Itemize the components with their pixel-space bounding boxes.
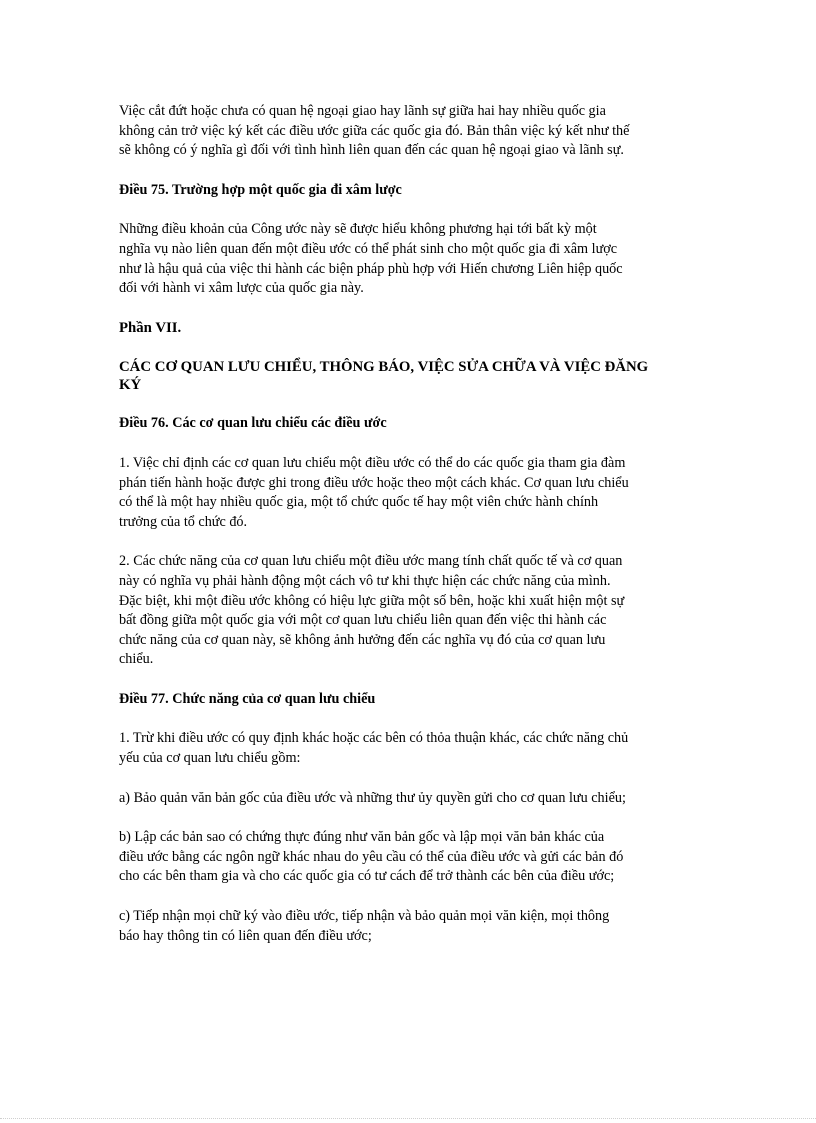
paragraph-article-76-2 [119,552,703,670]
paragraph-article-77-1 [119,729,703,768]
text-line: a) Bảo quản văn bản gốc của điều ước và những thư ủy quyền gửi cho cơ quan lưu chiểu; [119,789,626,806]
text-line: trưởng của tổ chức đó. [119,513,248,530]
text-line: c) Tiếp nhận mọi chữ ký vào điều ước, tiếp nhận và bảo quản mọi văn kiện, mọi thông [119,908,610,925]
article-75-heading: Điều 75. Trường hợp một quốc gia đi xâm lược [119,181,402,198]
text-line: phán tiến hành hoặc được ghi trong điều ước hoặc theo một cách khác. Cơ quan lưu chiểu [119,474,629,491]
paragraph-article-77-b [119,828,703,887]
text-line: này có nghĩa vụ phải hành động một cách vô tư khi thực hiện các chức năng của mình. [119,572,611,589]
paragraph-article-77-a [119,789,703,809]
text-line: 1. Trừ khi điều ước có quy định khác hoặc các bên có thỏa thuận khác, các chức năng chủ [119,730,629,747]
paragraph-article-76-1 [119,454,703,532]
text-line: cho các bên tham gia và cho các quốc gia có tư cách để trở thành các bên của điều ước; [119,868,615,885]
paragraph-diplomatic-relations [119,102,703,161]
text-line: điều ước bằng các ngôn ngữ khác nhau do yêu cầu có thể của điều ước và gửi các bản đó [119,848,624,865]
text-line: không cản trở việc ký kết các điều ước giữa các quốc gia đó. Bản thân việc ký kết như thế [119,122,630,139]
text-line: có thể là một hay nhiều quốc gia, một tổ chức quốc tế hay một viên chức hành chính [119,494,599,511]
text-line: đối với hành vi xâm lược của quốc gia này. [119,280,364,297]
paragraph-article-77-c [119,907,703,946]
part-vii-heading: Phần VII. [119,319,182,336]
paragraph-article-75 [119,220,703,298]
part-vii-title [119,358,703,394]
title-line: KÝ [119,377,142,394]
text-line: 2. Các chức năng của cơ quan lưu chiểu một điều ước mang tính chất quốc tế và cơ quan [119,553,623,570]
text-line: Những điều khoản của Công ước này sẽ được hiểu không phương hại tới bất kỳ một [119,221,597,238]
article-77-heading: Điều 77. Chức năng của cơ quan lưu chiểu [119,690,376,707]
article-76-heading: Điều 76. Các cơ quan lưu chiểu các điều ước [119,415,387,432]
page-bottom-divider [0,1118,816,1119]
text-line: sẽ không có ý nghĩa gì đối với tình hình liên quan đến các quan hệ ngoại giao và lãnh sự. [119,142,624,159]
text-line: như là hậu quả của việc thi hành các biện pháp phù hợp với Hiến chương Liên hiệp quốc [119,260,623,277]
text-line: chức năng của cơ quan này, sẽ không ảnh hưởng đến các nghĩa vụ đó của cơ quan lưu [119,631,606,648]
text-line: bất đồng giữa một quốc gia với một cơ quan lưu chiểu liên quan đến việc thi hành các [119,612,607,629]
text-line: Việc cắt đứt hoặc chưa có quan hệ ngoại giao hay lãnh sự giữa hai hay nhiều quốc gia [119,103,606,119]
text-line: b) Lập các bản sao có chứng thực đúng như văn bản gốc và lập mọi văn bản khác của [119,829,605,846]
text-line: Đặc biệt, khi một điều ước không có hiệu lực giữa một số bên, hoặc khi xuất hiện một sự [119,592,625,609]
text-line: yếu của cơ quan lưu chiểu gồm: [119,750,301,767]
title-line: CÁC CƠ QUAN LƯU CHIỂU, THÔNG BÁO, VIỆC SỬA CHỮA VÀ VIỆC ĐĂNG [119,359,649,376]
text-line: 1. Việc chỉ định các cơ quan lưu chiểu một điều ước có thể do các quốc gia tham gia đàm [119,454,626,471]
text-line: báo hay thông tin có liên quan đến điều ước; [119,927,372,944]
text-line: nghĩa vụ nào liên quan đến một điều ước có thể phát sinh cho một quốc gia đi xâm lược [119,240,618,257]
document-page [119,102,703,966]
text-line: chiểu. [119,651,154,668]
